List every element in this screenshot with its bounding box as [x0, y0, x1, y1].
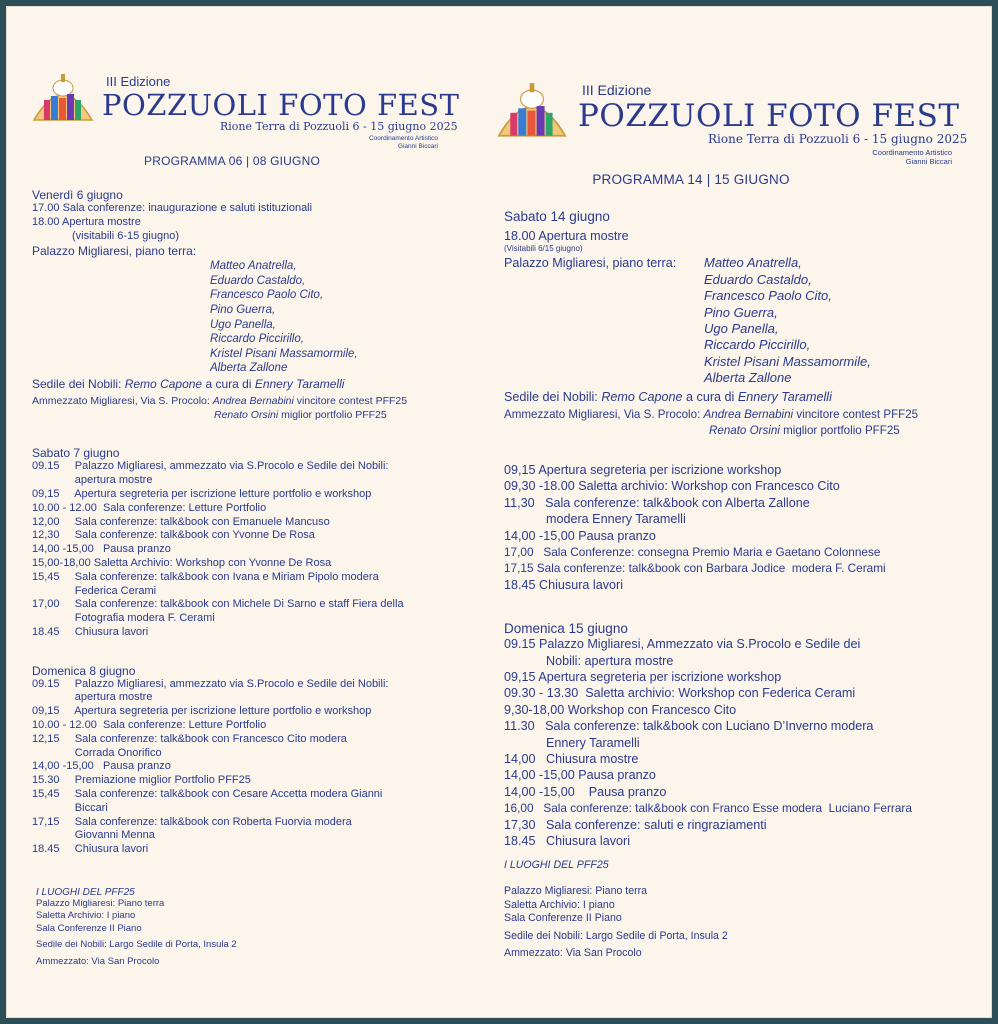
artist-name: Renato Orsini [214, 408, 279, 421]
schedule-line: apertura mostre [32, 474, 153, 487]
schedule-line: 14,00 -15,00 Pausa pranzo [504, 784, 667, 799]
schedule-line: 17,00 Sala conferenze: talk&book con Michele Di Sarno e staff Fiera della [32, 598, 404, 611]
schedule-line: 14,00 Chiusura mostre [504, 751, 639, 766]
day-block-domenica [32, 664, 462, 857]
artist-name: Ugo Panella, [210, 318, 276, 331]
schedule-line: 15.30 Premiazione miglior Portfolio PFF25 [32, 774, 251, 787]
artist-name: Riccardo Piccirillo, [210, 333, 304, 346]
artist-name: Alberta Zallone [704, 370, 792, 386]
award-label: miglior portfolio PFF25 [278, 408, 387, 421]
schedule-line: 9,30-18,00 Workshop con Francesco Cito [504, 702, 737, 717]
artists-list [504, 255, 966, 386]
schedule-line: Ennery Taramelli [504, 735, 640, 750]
rione-terra-logo-icon [32, 66, 94, 122]
artist-name: Andrea Bernabini [703, 408, 794, 422]
schedule-line: Giovanni Menna [32, 829, 155, 842]
program-title: PROGRAMMA 06 | 08 GIUGNO [144, 154, 320, 168]
venue-label: Palazzo Migliaresi, piano terra: [504, 256, 677, 271]
location-item: Sala Conferenze II Piano [36, 922, 142, 934]
ammezzato-label: Ammezzato Migliaresi, Via S. Procolo: [504, 408, 704, 422]
artist-name: Alberta Zallone [210, 362, 288, 375]
locations-title: I LUOGHI DEL PFF25 [504, 859, 609, 872]
day-title: Domenica 8 giugno [32, 663, 136, 678]
location-item: Sedile dei Nobili: Largo Sedile di Porta, Insula 2 [36, 939, 237, 951]
ammezzato-line [32, 395, 462, 409]
schedule-line: (visitabili 6-15 giugno) [72, 229, 179, 242]
day-title: Sabato 14 giugno [504, 209, 610, 224]
schedule-line: 15,45 Sala conferenze: talk&book con Ivana e Miriam Pipolo modera [32, 570, 379, 583]
curator-label: a cura di [682, 389, 738, 404]
sedile-line [504, 389, 966, 405]
curator-name: Ennery Taramelli [254, 376, 345, 391]
festival-title: POZZUOLI FOTO FEST [102, 88, 460, 122]
location-item: Palazzo Migliaresi: Piano terra [504, 885, 648, 898]
day-block-sabato-14 [504, 209, 966, 440]
artist-name: Francesco Paolo Cito, [704, 288, 832, 304]
artist-name: Kristel Pisani Massamormile, [210, 347, 358, 360]
day-block-sabato-14-afternoon [504, 462, 966, 593]
schedule-line: 14,00 -15,00 Pausa pranzo [504, 528, 656, 543]
schedule-line: Biccari [32, 801, 108, 814]
artists-list [32, 259, 462, 376]
award-label: vincitore contest PFF25 [293, 394, 408, 407]
artist-name: Riccardo Piccirillo, [704, 337, 811, 353]
schedule-line: 09.15 Palazzo Migliaresi, Ammezzato via S.Procolo e Sedile dei [504, 637, 861, 652]
ammezzato-line [504, 423, 966, 439]
location-item: Sala Conferenze II Piano [504, 912, 622, 925]
location-item: Ammezzato: Via San Procolo [504, 947, 642, 960]
artist-name: Francesco Paolo Cito, [210, 289, 324, 302]
schedule-line: 09,15 Apertura segreteria per iscrizione workshop [504, 462, 782, 477]
schedule-line: 09.30 - 13.30 Saletta archivio: Workshop con Federica Cerami [504, 686, 856, 701]
locations-list [36, 898, 462, 968]
coord-name: Gianni Biccari [397, 143, 438, 150]
artist-name: Ugo Panella, [704, 321, 779, 337]
locations-title: I LUOGHI DEL PFF25 [36, 887, 135, 899]
schedule-line: 17,15 Sala conferenze: talk&book con Roberta Fuorvia modera [32, 815, 352, 828]
coordination-credit [332, 135, 438, 151]
schedule-line: 18.45 Chiusura lavori [504, 834, 631, 848]
schedule-line: 11.30 Sala conferenze: talk&book con Luciano D’Inverno modera [504, 719, 874, 734]
rione-terra-logo-icon [496, 74, 568, 138]
artist-name: Eduardo Castaldo, [210, 274, 306, 287]
schedule-line: modera Ennery Taramelli [504, 512, 686, 527]
schedule-line: 12,15 Sala conferenze: talk&book con Francesco Cito modera [32, 732, 347, 745]
schedule-line: Federica Cerami [32, 584, 157, 597]
schedule-line: 10.00 - 12.00 Sala conferenze: Letture Portfolio [32, 501, 267, 514]
schedule-line: 10.00 - 12.00 Sala conferenze: Letture Portfolio [32, 719, 267, 732]
locations-list [504, 885, 966, 961]
schedule-line: 09,15 Apertura segreteria per iscrizione letture portfolio e workshop [32, 487, 372, 500]
sedile-line [32, 378, 462, 392]
schedule-line: 18.00 Apertura mostre [32, 215, 141, 228]
artist-name: Kristel Pisani Massamormile, [704, 353, 871, 369]
artist-name: Renato Orsini [709, 424, 780, 438]
sedile-label: Sedile dei Nobili: [32, 376, 125, 391]
schedule-line: 12,30 Sala conferenze: talk&book con Yvonne De Rosa [32, 529, 315, 542]
schedule-line: 18.00 Apertura mostre [504, 229, 629, 243]
artist-name: Remo Capone [601, 389, 683, 404]
venue-block [504, 255, 966, 386]
festival-title: POZZUOLI FOTO FEST [578, 98, 960, 134]
schedule-line: apertura mostre [32, 691, 153, 704]
coord-label: Coordinamento Artistico [872, 148, 952, 157]
festival-subtitle: Rione Terra di Pozzuoli 6 - 15 giugno 2025 [708, 132, 968, 146]
festival-header [32, 60, 462, 152]
program-right-column [496, 68, 966, 961]
schedule-line: 17.00 Sala conferenze: inaugurazione e saluti istituzionali [32, 202, 313, 214]
schedule-line: 11,30 Sala conferenze: talk&book con Alberta Zallone [504, 495, 810, 510]
location-item: Saletta Archivio: I piano [36, 910, 136, 922]
schedule-line: 12,00 Sala conferenze: talk&book con Emanuele Mancuso [32, 515, 330, 528]
location-item: Sedile dei Nobili: Largo Sedile di Porta, Insula 2 [504, 929, 728, 942]
coord-name: Gianni Biccari [905, 157, 952, 166]
schedule-line: 09,15 Apertura segreteria per iscrizione workshop [504, 669, 782, 684]
schedule-line: 16,00 Sala conferenze: talk&book con Franco Esse modera Luciano Ferrara [504, 801, 912, 816]
edition-label: III Edizione [582, 82, 652, 98]
day-block-venerdi [32, 188, 462, 422]
artist-name: Andrea Bernabini [212, 394, 294, 407]
schedule-line: Corrada Onorifico [32, 746, 162, 759]
schedule-line: Fotografia modera F. Cerami [32, 612, 215, 625]
schedule-line: Nobili: apertura mostre [504, 653, 674, 668]
festival-subtitle: Rione Terra di Pozzuoli 6 - 15 giugno 2025 [220, 120, 458, 133]
day-title: Venerdì 6 giugno [32, 188, 123, 202]
location-item: Ammezzato: Via San Procolo [36, 955, 160, 967]
schedule-line: 14,00 -15,00 Pausa pranzo [32, 543, 171, 556]
curator-label: a cura di [202, 376, 255, 391]
schedule-line: 09,15 Apertura segreteria per iscrizione letture portfolio e workshop [32, 705, 372, 718]
award-label: vincitore contest PFF25 [793, 408, 919, 422]
visit-note: (Visitabili 6/15 giugno) [504, 244, 583, 254]
sedile-label: Sedile dei Nobili: [504, 389, 602, 404]
curator-name: Ennery Taramelli [737, 389, 832, 404]
schedule-line: 17,30 Sala conferenze: saluti e ringraziamenti [504, 817, 767, 832]
artist-name: Pino Guerra, [210, 303, 276, 316]
artist-name: Remo Capone [124, 376, 203, 391]
day-title: Domenica 15 giugno [504, 621, 628, 637]
schedule-line: 18.45 Chiusura lavori [32, 843, 149, 856]
program-title: PROGRAMMA 14 | 15 GIUGNO [592, 172, 790, 187]
coord-label: Coordinamento Artistico [368, 135, 438, 142]
location-item: Palazzo Migliaresi: Piano terra [36, 898, 165, 910]
program-left-column [32, 60, 462, 968]
schedule-line: 18.45 Chiusura lavori [32, 625, 149, 638]
ammezzato-label: Ammezzato Migliaresi, Via S. Procolo: [32, 394, 213, 407]
artist-name: Matteo Anatrella, [704, 255, 802, 271]
location-item: Saletta Archivio: I piano [504, 898, 615, 911]
schedule-line: 18.45 Chiusura lavori [504, 577, 624, 592]
day-block-sabato [32, 446, 462, 639]
schedule-line: 14,00 -15,00 Pausa pranzo [32, 760, 171, 773]
schedule-line: 09.15 Palazzo Migliaresi, ammezzato via S.Procolo e Sedile dei Nobili: [32, 460, 389, 473]
award-label: miglior portfolio PFF25 [779, 424, 900, 438]
schedule-line: 17,00 Sala Conferenze: consegna Premio Maria e Gaetano Colonnese [504, 544, 881, 559]
day-title: Sabato 7 giugno [32, 446, 120, 461]
schedule-line: 09.15 Palazzo Migliaresi, ammezzato via S.Procolo e Sedile dei Nobili: [32, 677, 389, 690]
schedule-line: 14,00 -15,00 Pausa pranzo [504, 768, 656, 783]
coordination-credit [836, 148, 952, 166]
schedule-line: 15,00-18,00 Saletta Archivio: Workshop con Yvonne De Rosa [32, 556, 332, 569]
venue-label: Palazzo Migliaresi, piano terra: [32, 244, 197, 259]
artist-name: Matteo Anatrella, [210, 260, 297, 273]
day-block-domenica-15 [504, 621, 966, 849]
edition-label: III Edizione [106, 74, 171, 89]
schedule-line: 17,15 Sala conferenze: talk&book con Barbara Jodice modera F. Cerami [504, 561, 886, 576]
ammezzato-line [504, 407, 966, 423]
ammezzato-line [32, 409, 462, 423]
festival-header [496, 68, 966, 168]
artist-name: Pino Guerra, [704, 304, 778, 320]
schedule-line: 15,45 Sala conferenze: talk&book con Cesare Accetta modera Gianni [32, 788, 383, 801]
artist-name: Eduardo Castaldo, [704, 271, 812, 287]
schedule-line: 09,30 -18.00 Saletta archivio: Workshop con Francesco Cito [504, 479, 840, 494]
